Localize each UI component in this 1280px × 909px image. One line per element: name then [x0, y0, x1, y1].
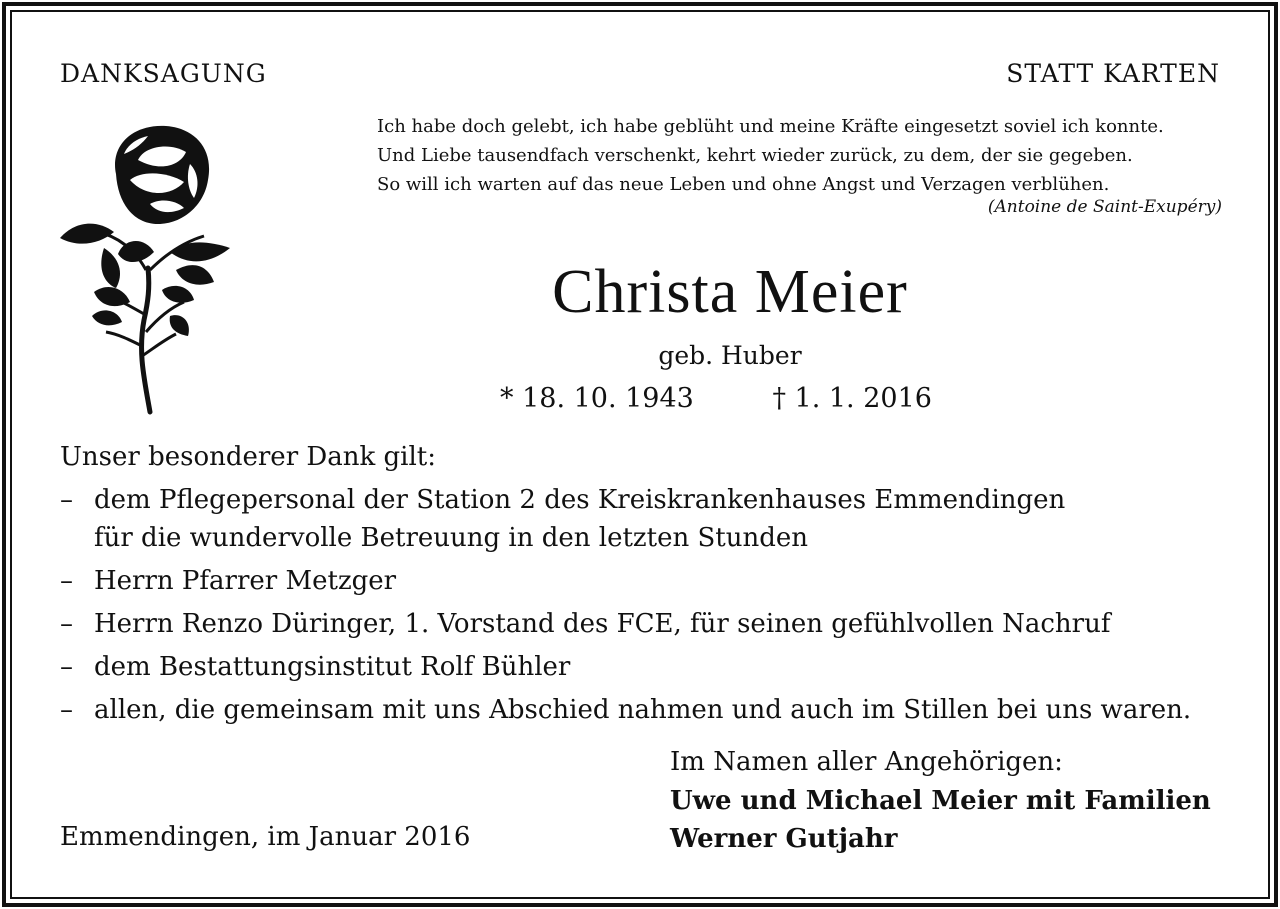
thanks-item-text: für die wundervolle Betreuung in den letzten Stunden: [94, 523, 808, 553]
quote-line: So will ich warten auf das neue Leben und ohne Angst und Verzagen verblühen.: [377, 174, 1110, 195]
rose-icon: [58, 120, 238, 420]
thanks-item-text: allen, die gemeinsam mit uns Abschied nahmen und auch im Stillen bei uns waren.: [94, 695, 1192, 725]
signature-label: Im Namen aller Angehörigen:: [670, 747, 1063, 777]
thanks-item-text: Herrn Pfarrer Metzger: [94, 566, 397, 596]
thanks-item-text: Herrn Renzo Düringer, 1. Vorstand des FCE, für seinen gefühlvollen Nachruf: [94, 609, 1111, 639]
signature-name: Uwe und Michael Meier mit Familien: [670, 786, 1211, 816]
thanks-item: [60, 648, 1230, 686]
thanks-item: [60, 562, 1230, 600]
deceased-name: Christa Meier: [552, 258, 908, 326]
birth-name: geb. Huber: [658, 341, 802, 370]
thanks-item: [60, 691, 1230, 729]
thanks-list: [60, 481, 1230, 729]
thanks-item-text: – dem Pflegepersonal der Station 2 des Kreiskrankenhauses Emmendingen: [94, 485, 1066, 515]
death-date: † 1. 1. 2016: [772, 383, 932, 414]
quote-line: Ich habe doch gelebt, ich habe geblüht und meine Kräfte eingesetzt soviel ich konnte.: [377, 116, 1164, 137]
life-dates: [500, 381, 932, 417]
thanks-item-text: dem Bestattungsinstitut Rolf Bühler: [94, 652, 571, 682]
header-statt-karten: STATT KARTEN: [1006, 59, 1220, 88]
birth-date: * 18. 10. 1943: [500, 383, 694, 414]
signature-names: [670, 782, 1211, 858]
thanks-item: [60, 481, 1230, 557]
thanks-section: [60, 438, 1230, 729]
quote: [377, 112, 1222, 219]
thanks-item: [60, 605, 1230, 643]
signature-name: Werner Gutjahr: [670, 824, 898, 854]
quote-author: (Antoine de Saint-Exupéry): [987, 197, 1222, 217]
place-date: Emmendingen, im Januar 2016: [60, 822, 471, 852]
quote-line: Und Liebe tausendfach verschenkt, kehrt wieder zurück, zu dem, der sie gegeben.: [377, 145, 1133, 166]
header-danksagung: DANKSAGUNG: [60, 59, 267, 88]
thanks-intro: Unser besonderer Dank gilt:: [60, 442, 436, 472]
